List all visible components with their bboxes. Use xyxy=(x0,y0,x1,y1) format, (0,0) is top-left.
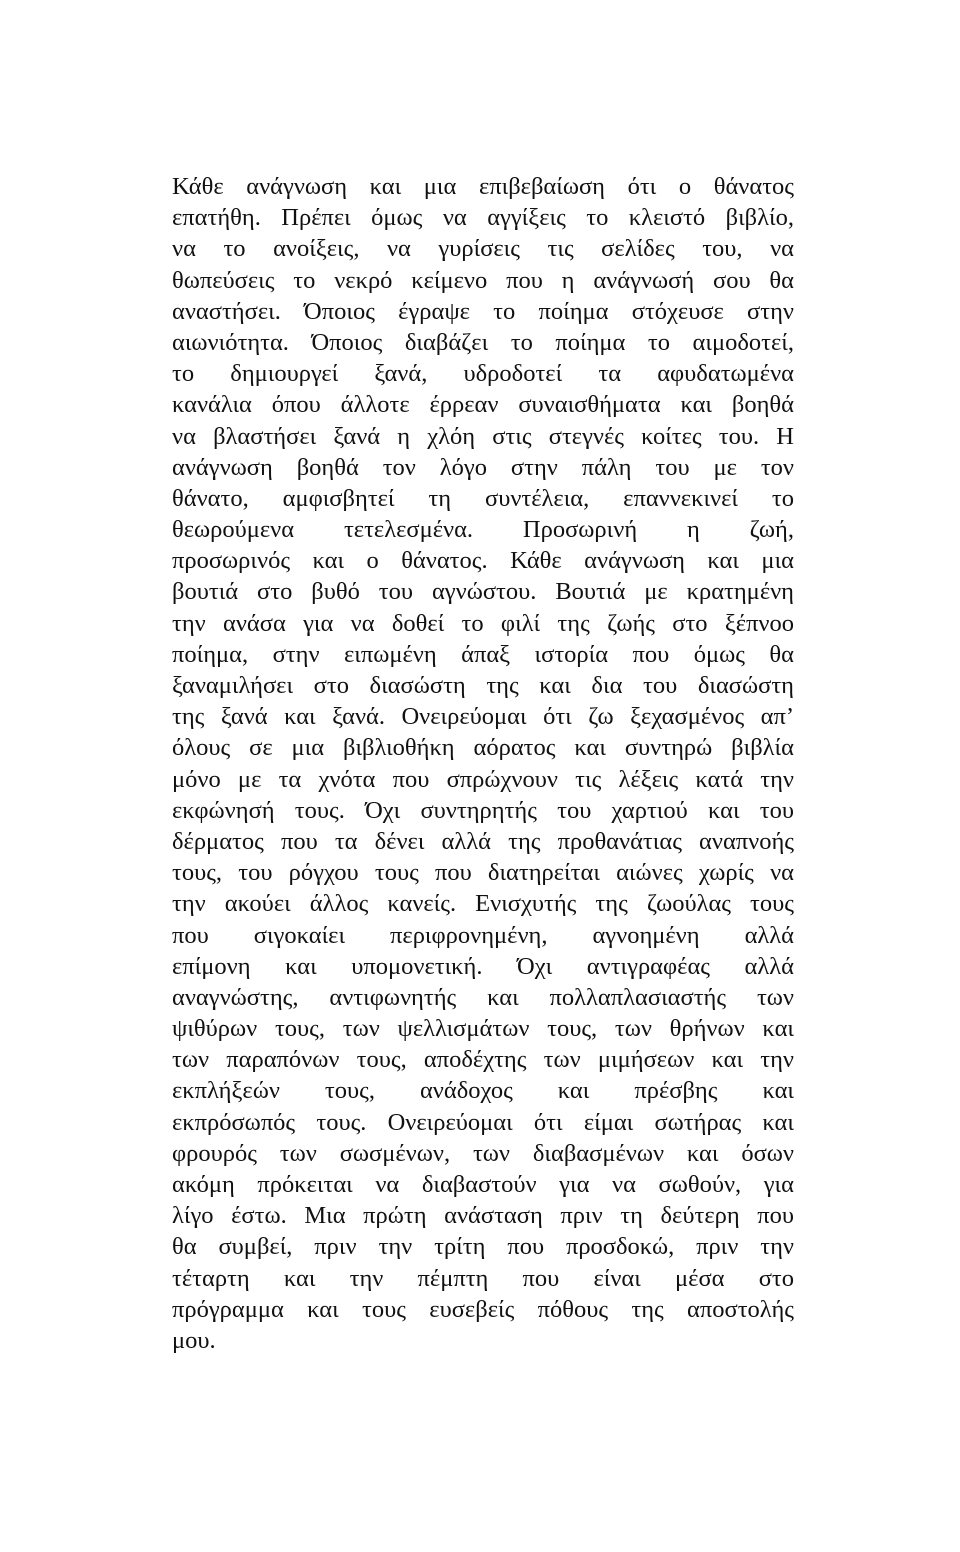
text-line: κανάλια όπου άλλοτε έρρεαν συναισθήματα και βοηθά xyxy=(172,391,794,419)
text-line: προσωρινός και ο θάνατος. Κάθε ανάγνωση και μια xyxy=(172,547,794,575)
text-line: την ακούει άλλος κανείς. Ενισχυτής της ζωούλας τους xyxy=(172,890,794,918)
text-line: φρουρός των σωσμένων, των διαβασμένων και όσων xyxy=(172,1139,794,1167)
text-line: μόνο με τα χνότα που σπρώχνουν τις λέξεις κατά την xyxy=(172,765,794,793)
text-line: που σιγοκαίει περιφρονημένη, αγνοημένη αλλά xyxy=(172,921,794,949)
text-line: εκπλήξεών τους, ανάδοχος και πρέσβης και xyxy=(172,1077,794,1105)
text-line: θάνατο, αμφισβητεί τη συντέλεια, επαννεκινεί το xyxy=(172,484,794,512)
text-line: όλους σε μια βιβλιοθήκη αόρατος και συντηρώ βιβλία xyxy=(172,734,794,762)
text-line: να το ανοίξεις, να γυρίσεις τις σελίδες του, να xyxy=(172,235,794,263)
text-line: αναστήσει. Όποιος έγραψε το ποίημα στόχευσε στην xyxy=(172,297,794,325)
text-line: θωπεύσεις το νεκρό κείμενο που η ανάγνωσή σου θα xyxy=(172,266,794,294)
text-line: επίμονη και υπομονετική. Όχι αντιγραφέας αλλά xyxy=(172,952,794,980)
text-line: Κάθε ανάγνωση και μια επιβεβαίωση ότι ο θάνατος xyxy=(172,173,794,200)
text-line: πρόγραμμα και τους ευσεβείς πόθους της αποστολής xyxy=(172,1295,794,1323)
text-line: θεωρούμενα τετελεσμένα. Προσωρινή η ζωή, xyxy=(172,516,794,544)
text-line: την ανάσα για να δοθεί το φιλί της ζωής στο ξέπνοο xyxy=(172,609,794,637)
text-line: εκπρόσωπός τους. Ονειρεύομαι ότι είμαι σωτήρας και xyxy=(172,1108,794,1136)
text-line: ξαναμιλήσει στο διασώστη της και δια του διασώστη xyxy=(172,672,794,699)
text-line: αιωνιότητα. Όποιος διαβάζει το ποίημα το αιμοδοτεί, xyxy=(172,328,794,356)
text-line: αναγνώστης, αντιφωνητής και πολλαπλασιαστής των xyxy=(172,983,794,1011)
text-line: τους, του ρόγχου τους που διατηρείται αιώνες χωρίς να xyxy=(172,859,794,887)
text-line: της ξανά και ξανά. Ονειρεύομαι ότι ζω ξεχασμένος απ’ xyxy=(172,703,794,731)
text-line: επατήθη. Πρέπει όμως να αγγίξεις το κλειστό βιβλίο, xyxy=(172,204,794,232)
text-line: να βλαστήσει ξανά η χλόη στις στεγνές κοίτες του. Η xyxy=(172,422,794,450)
body-paragraph xyxy=(172,171,794,1356)
text-line: βουτιά στο βυθό του αγνώστου. Βουτιά με κρατημένη xyxy=(172,578,794,606)
text-line: θα συμβεί, πριν την τρίτη που προσδοκώ, πριν την xyxy=(172,1233,794,1261)
text-line: δέρματος που τα δένει αλλά της προθανάτιας αναπνοής xyxy=(172,827,794,855)
text-line: ανάγνωση βοηθά τον λόγο στην πάλη του με τον xyxy=(172,453,794,481)
text-line: ψιθύρων τους, των ψελλισμάτων τους, των θρήνων και xyxy=(172,1015,794,1043)
text-line: τέταρτη και την πέμπτη που είναι μέσα στο xyxy=(172,1264,794,1292)
text-line: των παραπόνων τους, αποδέχτης των μιμήσεων και την xyxy=(172,1046,794,1074)
text-line: μου. xyxy=(172,1326,216,1354)
text-line: εκφώνησή τους. Όχι συντηρητής του χαρτιού και του xyxy=(172,796,794,824)
text-line: ποίημα, στην ειπωμένη άπαξ ιστορία που όμως θα xyxy=(172,640,794,668)
text-line: το δημιουργεί ξανά, υδροδοτεί τα αφυδατωμένα xyxy=(172,360,794,388)
text-line: ακόμη πρόκειται να διαβαστούν για να σωθούν, για xyxy=(172,1171,794,1198)
text-line: λίγο έστω. Μια πρώτη ανάσταση πριν τη δεύτερη που xyxy=(172,1202,794,1230)
